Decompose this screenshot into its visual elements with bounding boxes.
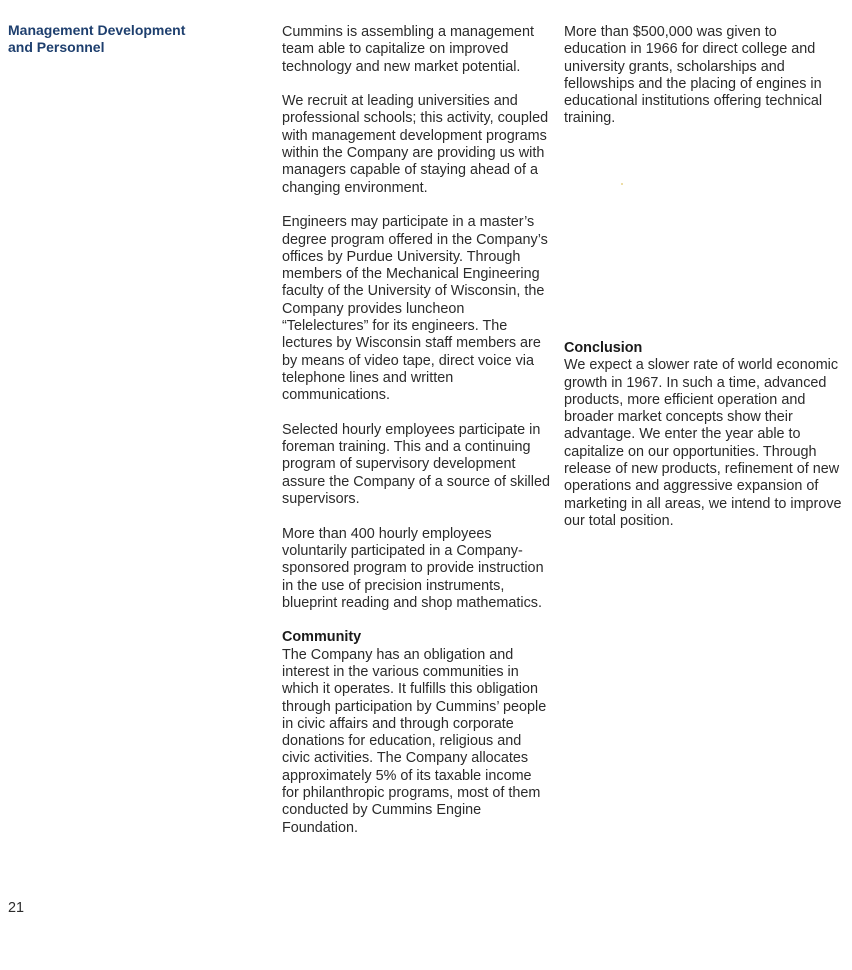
print-speck xyxy=(621,183,623,185)
section-heading-line-1: Management Development xyxy=(8,22,186,38)
paragraph-community: The Company has an obligation and interest in the various communities in which it operates. It fulfills this obligation through participation by Cummins’ people in civic affairs and through corporate donations for education, religious and civic activities. The Company allocates approximately 5% of its taxable income for philanthropic programs, most of them conducted by Cummins Engine Foundation. xyxy=(282,646,547,836)
conclusion-heading: Conclusion xyxy=(564,340,643,356)
text-column-left xyxy=(282,24,552,854)
community-heading: Community xyxy=(282,629,362,646)
paragraph-conclusion: We expect a slower rate of world economic growth in 1967. In such a time, advanced products, more efficient operation and broader market concepts show their advantage. We enter the year able to capitalize on our opportunities. Through release of new products, refinement of new operations and aggressive expansion of marketing in all areas, we intend to improve our total position. xyxy=(564,357,842,529)
paragraph-management-team: Cummins is assembling a management team able to capitalize on improved technology and new market potential. xyxy=(282,24,534,75)
text-column-right xyxy=(564,24,842,529)
paragraph-recruiting: We recruit at leading universities and professional schools; this activity, coupled with management development programs within the Company are providing us with managers capable of staying ahead of a changing environment. xyxy=(282,93,549,196)
paragraph-engineers-program: Engineers may participate in a master’s degree program offered in the Company’s offices by Purdue University. Through members of the Mechanical Engineering faculty of the University of Wisconsin, the Company provides luncheon “Telelectures” for its engineers. The lectures by Wisconsin staff members are by means of video tape, direct voice via telephone lines and written communications. xyxy=(282,214,548,404)
page-number: 21 xyxy=(8,900,25,916)
conclusion-section xyxy=(564,340,842,548)
section-heading-line-2: and Personnel xyxy=(8,39,105,55)
section-heading xyxy=(8,22,248,56)
paragraph-foreman-training: Selected hourly employees participate in foreman training. This and a continuing program of supervisory development assure the Company of a source of skilled supervisors. xyxy=(282,421,550,508)
paragraph-hourly-employees: More than 400 hourly employees voluntarily participated in a Company-sponsored program to provide instruction in the use of precision instruments, blueprint reading and shop mathematics. xyxy=(282,525,544,611)
paragraph-education-donations: More than $500,000 was given to education in 1966 for direct college and university grants, scholarships and fellowships and the placing of engines in educational institutions offering technical training. xyxy=(564,24,823,127)
